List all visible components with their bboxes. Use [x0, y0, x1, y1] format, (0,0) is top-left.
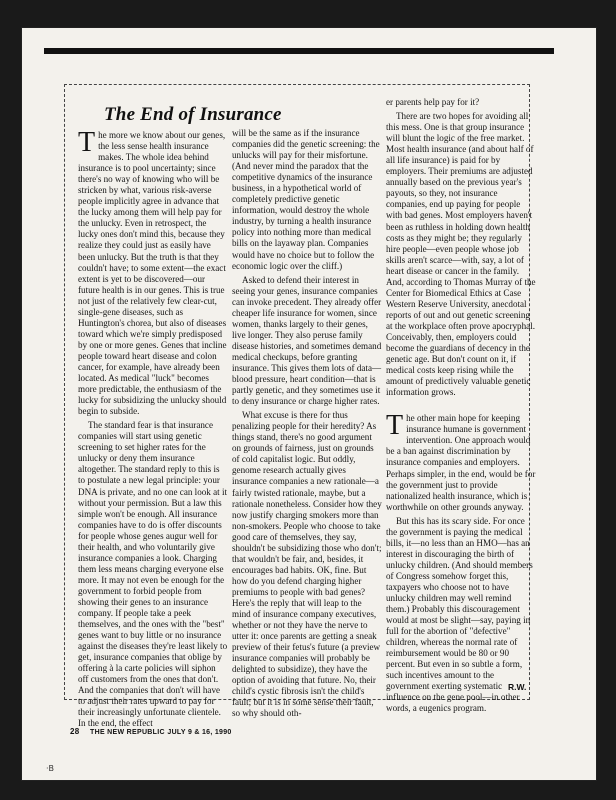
paragraph — [386, 410, 536, 512]
paragraph: Asked to defend their interest in seeing your genes, insurance companies can invoke precedent. They already offer cheaper life insurance for women, since women, thanks largely to their genes, live longer. They also peruse family disease histories, and sometimes demand medical checkups, before granting insurance. This gives them lots of data—blood pressure, heart condition—that is partly genetic, and they sometimes use it to deny insurance or charge higher rates. — [232, 274, 382, 407]
article-title: The End of Insurance — [104, 104, 282, 125]
corner-mark: ·B — [46, 764, 55, 773]
page-number: 28 — [70, 727, 80, 736]
publication-name: THE NEW REPUBLIC — [90, 729, 165, 736]
section-break — [386, 401, 536, 413]
drop-cap: T — [78, 127, 96, 158]
drop-cap: T — [386, 410, 404, 442]
issue-date: JULY 9 & 16, 1990 — [167, 729, 232, 736]
paragraph — [78, 127, 228, 417]
paragraph-text: he more we know about our genes, the less sense health insurance makes. The whole idea behind insurance is to pool uncertainty; since there's no way of knowing who will be stricken by what, various risk-averse people implicitly agree in advance that the lucky among them will help pay for the unlucky. Even in retrospect, the lucky ones don't mind this, because they realize they could just as easily have been unlucky. But the truth is that they couldn't have; to some extent—the exact extent is yet to be discovered—our future health is in our genes. This is true not just of the relatively few clear-cut, single-gene diseases, such as Huntington's chorea, but also of diseases toward which we're simply predisposed by one or more genes. Genes that incline people toward heart disease and colon cancer, for example, have already been located. As medical "luck" becomes more predictable, the enthusiasm of the lucky for subsidizing the unlucky should begin to subside. — [78, 130, 227, 417]
paragraph: There are two hopes for avoiding all this mess. One is that group insurance will blunt the logic of the free market. Most health insurance (and about half of all life insurance) is paid for by employers. Their premiums are adjusted annually based on the previous year's payouts, so they, not insurance companies, end up paying for people with bad genes. Most employers haven't been as ruthless in holding down health costs as they might be; they regularly hire people—even people whose job skills aren't scarce—with, say, a lot of heart disease or cancer in the family. And, according to Thomas Murray of the Center for Biomedical Ethics at Case Western Reserve University, anecdotal reports of out and out genetic screening at the workplace often prove apocryphal. Conceivably, then, employers could become the guardians of decency in the genetic age. But don't count on it, if medical costs keep rising while the amount of predictively valuable genetic information grows. — [386, 111, 536, 398]
top-rule — [44, 48, 554, 54]
paragraph: But this has its scary side. For once the government is paying the medical bills, it—no less than an HMO—has an interest in discouraging the birth of unlucky children. (And should members of Congress somehow forget this, taxpayers who choose not to have unlucky children may well remind them.) Probably this discouragement would at most be slight—say, paying in full for the abortion of "defective" children, whereas the normal rate of reimbursement would be 80 or 90 percent. But even in so subtle a form, such incentives amount to the government exerting systematic influence on the gene pool—in other words, a eugenics program. — [386, 515, 533, 714]
paragraph: er parents help pay for it? — [386, 97, 480, 107]
column-1 — [78, 127, 228, 733]
paragraph: What excuse is there for thus penalizing people for their heredity? As things stand, there's no good argument on grounds of fairness, just on grounds of cold capitalist logic. But oddly, genome research actually gives insurance companies a new rationale—a fairly twisted rationale, maybe, but a rationale nonetheless. Consider how they now justify charging smokers more than non-smokers. People who choose to take good care of themselves, they say, shouldn't be subsidizing those who don't; that wouldn't be fair, and, besides, it encourages bad habits. OK, fine. But how do you defend charging higher premiums to people with bad genes? Here's the reply that will leap to the mind of insurance company executives, whether or not they have the nerve to utter it: once parents are getting a sneak preview of their fetus's future (a preview insurance companies will probably be delighted to subsidize), they have the option of avoiding that future. No, their child's cystic fibrosis isn't the child's fault; but it is in some sense their fault, so why should oth- — [232, 410, 382, 719]
paragraph: The standard fear is that insurance companies will start using genetic screening to set higher rates for the unlucky or deny them insurance altogether. The standard reply to this is to postulate a new legal principle: your DNA is private, and no one can look at it without your permission. But a law this simple won't be enough. All insurance companies have to do is offer discounts for people whose genes augur well for their health, and who voluntarily give insurance companies a look. Charging them less means charging everyone else more. It may not even be enough for the government to forbid people from showing their genes to an insurance company. If people take a peek themselves, and the ones with the "best" genes want to buy little or no insurance against the diseases they're least likely to get, insurance companies that oblige by offering à la carte policies will siphon off customers from the ones that don't. And the companies that don't will have to adjust their rates upward to pay for their increasingly unfortunate clientele. In the end, the effect — [78, 420, 228, 729]
page-footer — [70, 727, 232, 736]
paragraph-text: he other main hope for keeping insurance humane is government intervention. One approach would be a ban against discrimination by insurance companies and employers. Perhaps simpler, in the end, would be for the government just to provide nationalized health insurance, which is worthwhile on other grounds anyway. — [386, 413, 536, 512]
column-3 — [386, 97, 536, 718]
paragraph: will be the same as if the insurance companies did the genetic screening: the unlucks will pay for their misfortune. (And never mind the paradox that the competitive dynamics of the insurance business, in a hypothetical world of completely predictive genetic information, would destroy the whole industry, by turning a health insurance policy into nothing more than medical bills on the layaway plan. Companies would have no choice but to follow the economic logic over the cliff.) — [232, 128, 380, 271]
author-initials: R.W. — [508, 682, 527, 692]
column-2 — [232, 128, 382, 722]
